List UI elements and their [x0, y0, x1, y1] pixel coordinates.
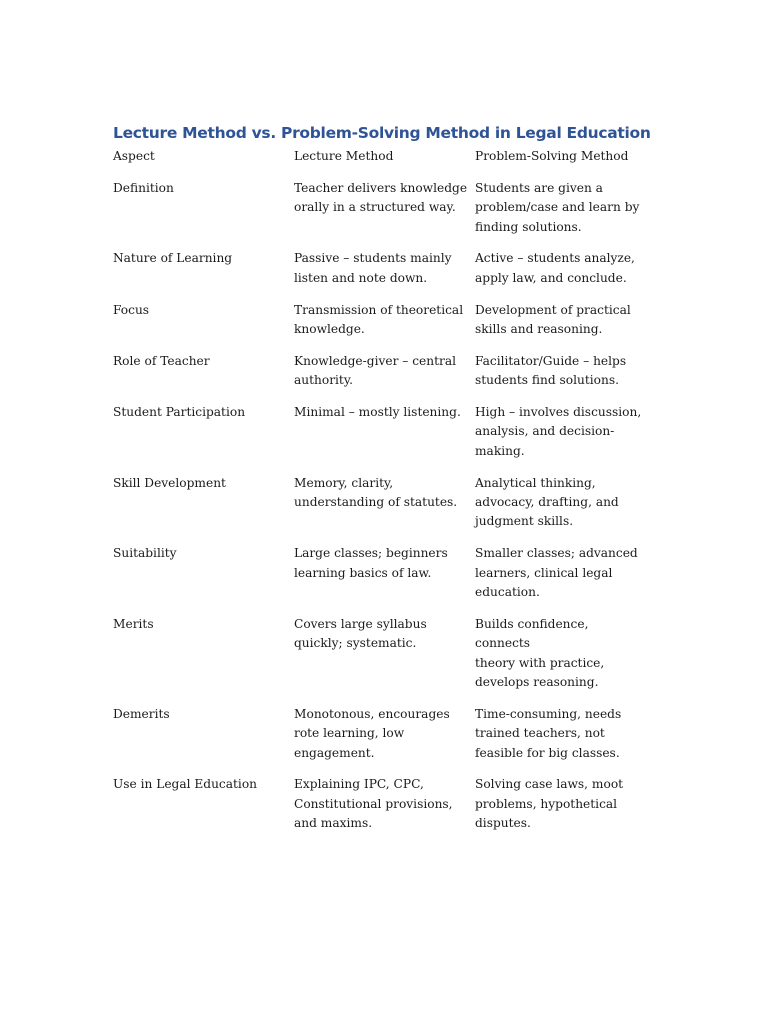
cell-line: Smaller classes; advanced	[475, 546, 638, 561]
lecture-method-cell	[294, 301, 475, 340]
table-row	[113, 352, 647, 391]
lecture-method-cell	[294, 474, 475, 532]
table-row	[113, 403, 647, 461]
lecture-method-cell	[294, 615, 475, 693]
cell-line: learners, clinical legal	[475, 565, 613, 580]
cell-line: problems, hypothetical	[475, 796, 618, 811]
cell-line: Active – students analyze,	[475, 251, 635, 266]
table-row	[113, 474, 647, 532]
cell-line: education.	[475, 585, 540, 600]
table-row	[113, 249, 647, 288]
table-row	[113, 615, 647, 693]
problem-solving-cell	[475, 705, 647, 763]
cell-line: High – involves discussion,	[475, 405, 642, 420]
cell-line: Solving case laws, moot	[475, 777, 624, 792]
aspect-cell: Use in Legal Education	[113, 777, 258, 792]
problem-solving-cell	[475, 403, 647, 461]
lecture-method-cell	[294, 705, 475, 763]
cell-line: finding solutions.	[475, 219, 582, 234]
cell-line: and maxims.	[294, 816, 373, 831]
aspect-cell: Merits	[113, 616, 154, 631]
table-header-row	[113, 147, 647, 166]
cell-line: Builds confidence, connects	[475, 616, 589, 651]
table-row	[113, 301, 647, 340]
cell-line: Transmission of theoretical	[294, 302, 464, 317]
cell-line: engagement.	[294, 745, 375, 760]
cell-line: Memory, clarity,	[294, 475, 394, 490]
aspect-cell: Skill Development	[113, 475, 226, 490]
problem-solving-cell	[475, 179, 647, 237]
header-problem-solving-method: Problem-Solving Method	[475, 149, 629, 163]
header-aspect: Aspect	[113, 149, 155, 163]
table-row	[113, 705, 647, 763]
aspect-cell: Nature of Learning	[113, 251, 233, 266]
cell-line: trained teachers, not	[475, 726, 605, 741]
table-row	[113, 544, 647, 602]
lecture-method-cell	[294, 179, 475, 237]
aspect-cell: Suitability	[113, 546, 177, 561]
problem-solving-cell	[475, 474, 647, 532]
cell-line: Time-consuming, needs	[475, 706, 622, 721]
cell-line: Facilitator/Guide – helps	[475, 353, 627, 368]
cell-line: analysis, and decision-	[475, 424, 615, 439]
aspect-cell: Demerits	[113, 706, 170, 721]
cell-line: students find solutions.	[475, 373, 619, 388]
problem-solving-cell	[475, 301, 647, 340]
lecture-method-cell	[294, 775, 475, 833]
cell-line: orally in a structured way.	[294, 200, 456, 215]
cell-line: rote learning, low	[294, 726, 405, 741]
cell-line: judgment skills.	[475, 514, 574, 529]
comparison-table	[113, 147, 647, 846]
cell-line: Students are given a	[475, 180, 603, 195]
cell-line: develops reasoning.	[475, 675, 599, 690]
aspect-cell: Role of Teacher	[113, 353, 210, 368]
lecture-method-cell	[294, 249, 475, 288]
cell-line: advocacy, drafting, and	[475, 495, 619, 510]
cell-line: problem/case and learn by	[475, 200, 640, 215]
table-row	[113, 179, 647, 237]
header-lecture-method: Lecture Method	[294, 149, 394, 163]
table-row	[113, 775, 647, 833]
cell-line: learning basics of law.	[294, 565, 432, 580]
problem-solving-cell	[475, 249, 647, 288]
lecture-method-cell	[294, 403, 475, 461]
cell-line: Minimal – mostly listening.	[294, 405, 461, 420]
table-body	[113, 179, 647, 834]
cell-line: skills and reasoning.	[475, 322, 603, 337]
problem-solving-cell	[475, 352, 647, 391]
aspect-cell: Student Participation	[113, 405, 246, 420]
cell-line: disputes.	[475, 816, 531, 831]
cell-line: Constitutional provisions,	[294, 796, 453, 811]
cell-line: Teacher delivers knowledge	[294, 180, 468, 195]
lecture-method-cell	[294, 544, 475, 602]
cell-line: Development of practical	[475, 302, 631, 317]
cell-line: knowledge.	[294, 322, 365, 337]
cell-line: Analytical thinking,	[475, 475, 596, 490]
cell-line: Large classes; beginners	[294, 546, 448, 561]
aspect-cell: Definition	[113, 180, 174, 195]
problem-solving-cell	[475, 775, 647, 833]
cell-line: listen and note down.	[294, 270, 428, 285]
cell-line: Passive – students mainly	[294, 251, 452, 266]
cell-line: Covers large syllabus	[294, 616, 427, 631]
cell-line: Monotonous, encourages	[294, 706, 450, 721]
document-title: Lecture Method vs. Problem-Solving Method in Legal Education	[113, 124, 651, 142]
aspect-cell: Focus	[113, 302, 150, 317]
cell-line: apply law, and conclude.	[475, 270, 627, 285]
cell-line: feasible for big classes.	[475, 745, 620, 760]
lecture-method-cell	[294, 352, 475, 391]
problem-solving-cell	[475, 615, 647, 693]
cell-line: making.	[475, 443, 525, 458]
problem-solving-cell	[475, 544, 647, 602]
cell-line: theory with practice,	[475, 655, 605, 670]
cell-line: authority.	[294, 373, 353, 388]
cell-line: quickly; systematic.	[294, 636, 417, 651]
cell-line: Explaining IPC, CPC,	[294, 777, 424, 792]
cell-line: understanding of statutes.	[294, 495, 458, 510]
cell-line: Knowledge-giver – central	[294, 353, 457, 368]
